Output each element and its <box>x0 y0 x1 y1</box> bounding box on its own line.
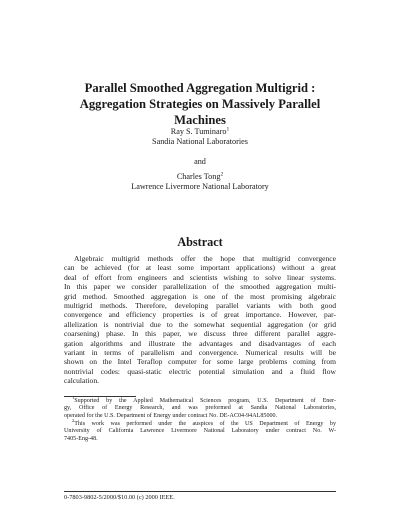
footnote-line: gy, Office of Energy Research, and was preformed at Sandia National Laboratories, <box>64 405 336 412</box>
title-line: Machines <box>174 113 226 127</box>
abstract-line: calculation. <box>64 376 99 386</box>
abstract-line: multigrid methods. Therefore, developing parallel variants with both good <box>64 301 336 311</box>
copyright-divider <box>64 491 336 492</box>
author-2-affiliation: Lawrence Livermore National Laboratory <box>131 182 269 191</box>
author-name: Charles Tong <box>176 172 221 181</box>
footnote-line: University of California Lawrence Livermore National Laboratory under contract No. W- <box>64 428 336 435</box>
abstract-line: In this paper we consider parallelization of the smoothed aggregation multi- <box>64 282 336 292</box>
abstract-line: gation algorithms and illustrate the advantages and disadvantages of each <box>64 338 336 348</box>
abstract-line: nontrivial codes: quasi-static electric potential simulation and a fluid flow <box>64 366 336 376</box>
footnote-mark: 2 <box>72 417 75 423</box>
abstract-line: shown on the Intel Teraflop computer for some large problems coming from <box>64 357 336 367</box>
footnote-text: This work was performed under the auspices of the US Department of Energy by <box>74 420 336 427</box>
footnote-1 <box>64 395 336 420</box>
footnote-2 <box>64 417 336 443</box>
footnotes <box>64 395 336 443</box>
footnote-mark: 1 <box>226 126 230 133</box>
author-2-name <box>40 172 360 182</box>
abstract-line: allelization is nontrivial due to the somewhat sequential aggregation (or grid <box>64 319 336 329</box>
abstract-line: Algebraic multigrid methods offer the hope that multigrid convergence <box>74 254 336 263</box>
title-line: Parallel Smoothed Aggregation Multigrid : <box>84 81 316 95</box>
abstract-line: variant in terms of parallelism and convergence. Numerical results will be <box>64 348 336 358</box>
footnote-divider <box>64 396 136 397</box>
footnote-mark: 1 <box>72 395 75 400</box>
abstract-body <box>64 254 336 386</box>
author-1-affiliation: Sandia National Laboratories <box>152 137 248 146</box>
abstract-line: coarsening) phase. In this paper, we discuss three different parallel aggre- <box>64 329 336 339</box>
footnote-line: operated for the U.S. Department of Energy under contract No. DE-AC04-94AL85000. <box>64 412 278 419</box>
abstract-line: convergence and efficiency properties is of great importance. However, par- <box>64 310 336 320</box>
author-separator: and <box>194 157 206 166</box>
copyright-notice: 0-7803-9802-5/2000/$10.00 (c) 2000 IEEE. <box>64 494 175 501</box>
author-1-name <box>40 127 360 137</box>
abstract-heading: Abstract <box>177 235 223 249</box>
paper-title <box>40 80 360 128</box>
author-name: Ray S. Tuminaro <box>170 127 227 136</box>
abstract-line: grid method. Smoothed aggregation is one of the most promising algebraic <box>64 291 336 301</box>
footnote-line: 7405-Eng-48. <box>64 435 98 442</box>
footnote-mark: 2 <box>220 171 224 178</box>
abstract-line: deal of effort from engineers and scientists wishing to solve linear systems. <box>64 272 336 282</box>
title-line: Aggregation Strategies on Massively Parallel <box>79 97 321 111</box>
abstract-line: can be achieved (for at least some important applications) without a great <box>64 263 336 273</box>
footnote-text: Supported by the Applied Mathematical Sciences program, U.S. Department of Ener- <box>74 398 336 405</box>
